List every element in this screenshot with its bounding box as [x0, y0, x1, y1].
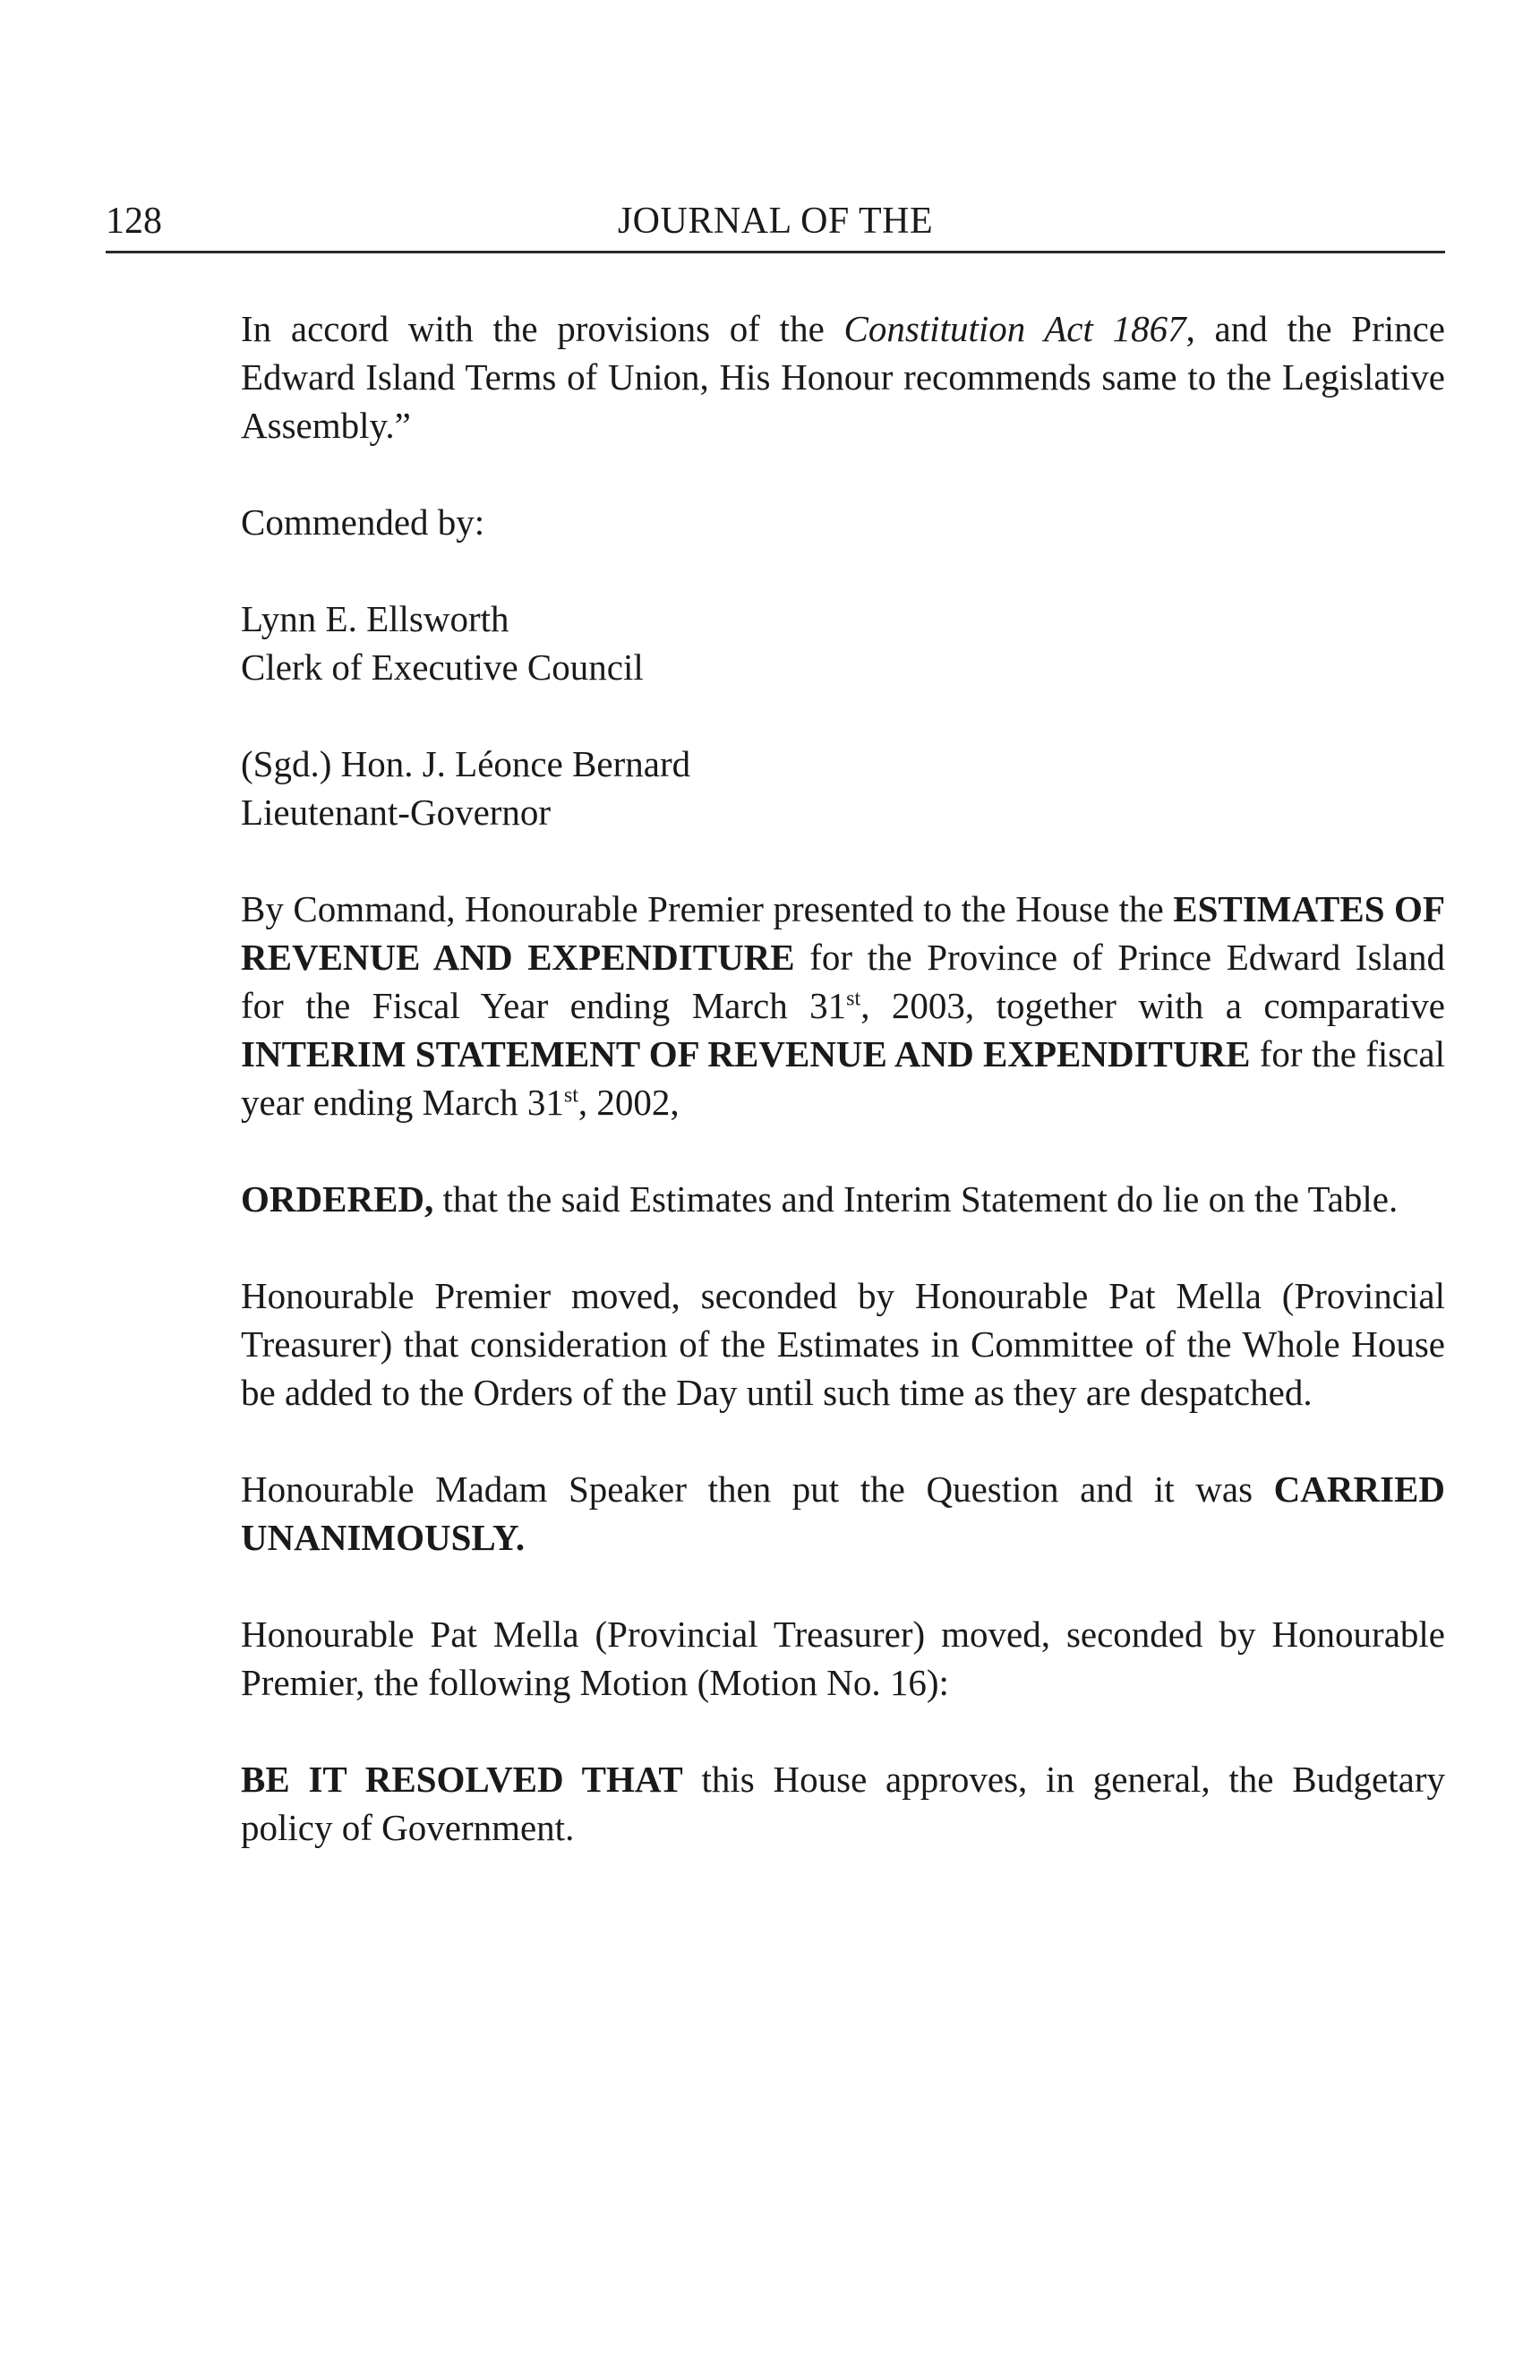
- journal-body: [241, 304, 1445, 1900]
- commended-by-label: Commended by:: [241, 501, 485, 543]
- resolved-label: BE IT RESOLVED THAT: [241, 1759, 683, 1800]
- ordinal-suffix: st: [563, 1083, 578, 1108]
- governor-signature-block: [241, 740, 1445, 836]
- estimates-title: ESTIMATES OF REVENUE AND EXPENDITURE: [241, 888, 1445, 978]
- speaker-question-paragraph: [241, 1465, 1445, 1562]
- governor-title: Lieutenant-Governor: [241, 792, 552, 833]
- text-run: , and the Prince Edward Island Terms of Union, His Honour recommends same to the Legislative Assembly.”: [241, 308, 1446, 446]
- premier-motion-paragraph: Honourable Premier moved, seconded by Honourable Pat Mella (Provincial Treasurer) that consideration of the Estimates in Committee of the Whole House be added to the Orders of the Day until such time as they are despatched.: [241, 1275, 1445, 1413]
- text-run: Honourable Madam Speaker then put the Question and it was: [241, 1468, 1274, 1510]
- ordinal-suffix: st: [846, 987, 861, 1011]
- ordered-label: ORDERED,: [241, 1178, 434, 1220]
- act-title: Constitution Act 1867: [843, 308, 1186, 349]
- recommendation-paragraph: [241, 304, 1445, 449]
- clerk-name: Lynn E. Ellsworth: [241, 598, 509, 639]
- interim-statement-title: INTERIM STATEMENT OF REVENUE AND EXPENDITURE: [241, 1033, 1251, 1074]
- page-header: [106, 199, 1445, 253]
- text-run: , 2003, together with a comparative: [860, 985, 1445, 1026]
- estimates-paragraph: [241, 885, 1445, 1126]
- ordered-paragraph: [241, 1175, 1445, 1223]
- text-run: that the said Estimates and Interim Statement do lie on the Table.: [433, 1178, 1399, 1220]
- text-run: for the Province of Prince Edward Island for the Fiscal Year ending March 31: [241, 937, 1445, 1026]
- text-run: In accord with the provisions of the: [241, 308, 844, 349]
- text-run: By Command, Honourable Premier presented to the House the: [241, 888, 1174, 929]
- text-run: for the fiscal year ending March 31: [241, 1033, 1446, 1123]
- text-run: this House approves, in general, the Budgetary policy of Government.: [241, 1759, 1445, 1848]
- clerk-signature-block: [241, 595, 1445, 691]
- running-head: JOURNAL OF THE: [617, 201, 934, 242]
- clerk-title: Clerk of Executive Council: [241, 646, 644, 688]
- text-run: , 2002,: [578, 1082, 680, 1123]
- treasurer-motion-paragraph: Honourable Pat Mella (Provincial Treasurer) moved, seconded by Honourable Premier, the following Motion (Motion No. 16):: [241, 1614, 1445, 1703]
- resolution-paragraph: [241, 1755, 1445, 1852]
- carried-label: CARRIED UNANIMOUSLY.: [241, 1468, 1445, 1558]
- governor-name: (Sgd.) Hon. J. Léonce Bernard: [241, 743, 691, 784]
- page-number: 128: [106, 201, 162, 242]
